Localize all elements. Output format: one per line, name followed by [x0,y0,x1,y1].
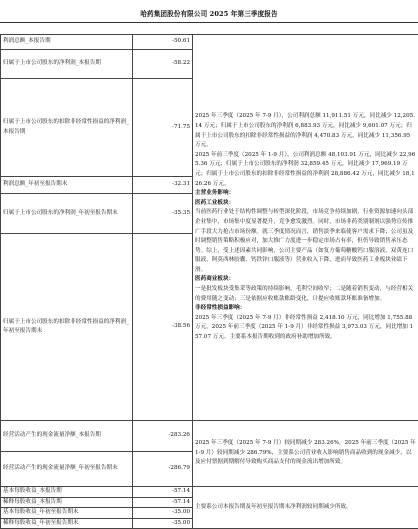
row-value: -286.79 [133,452,193,487]
explanation-heading: 非经常性损益影响： [195,304,416,314]
row-label: 基本每股收益_年初至报告期末 [1,508,133,519]
row-label: 稀释每股收益_本报告期 [1,497,133,508]
row-label: 归属于上市公司股东的扣除非经常性损益的净利润_本报告期 [1,79,133,177]
row-value: -35.35 [133,194,193,234]
row-label: 稀释每股收益_年初至报告期末 [1,518,133,529]
row-label: 归属于上市公司股东的净利润_年初至报告期末 [1,194,133,234]
cashflow-explanation: 2025 年三季度（2025 年 7-9 月）较同期减少 283.26%，2025 年前三季度（2025 年 1-9 月）较同期减少 286.79%，主要系公司营业收入影响销售商品收到的现金减少，以及应付票据到期解付导致购买商品支付的现金流出增加所致。 [193,421,418,487]
row-label: 经营活动产生的现金流量净额_年初至报告期末 [1,452,133,487]
row-label: 经营活动产生的现金流量净额_本报告期 [1,421,133,452]
row-value: -35.00 [133,508,193,519]
row-value: -50.61 [133,35,193,50]
row-value: -32.31 [133,177,193,194]
document-header: 哈药集团股份有限公司 2025 年第三季度报告 [0,8,418,18]
table-row [1,35,418,50]
row-value: -35.00 [133,518,193,529]
eps-explanation: 主要系公司本报告期及年初至报告期末净利润较同期减少所致。 [193,487,418,529]
row-label: 归属于上市公司股东的扣除非经常性损益的净利润_年初至报告期末 [1,234,133,421]
explanation-paragraph: 2025 年前三季度（2025 年 1-9 月），公司利润总额 48,103.91 万元，同比减少 22,965.36 万元；归属于上市公司股东的净利润 32,859.45 万元，同比减少 17,969.19 万元；归属于上市公司股东的扣除非经常性损益的净利润 28,886.42 万元，同比减少 18,126.26 万元。 [195,151,416,189]
row-value: -38.56 [133,234,193,421]
row-value: -58.22 [133,50,193,79]
profit-explanation [195,112,416,342]
row-value: -57.14 [133,497,193,508]
profit-explanation-cell [193,35,418,421]
table-row [1,487,418,498]
row-value: -57.14 [133,487,193,498]
row-value: -283.26 [133,421,193,452]
row-label: 归属于上市公司股东的净利润_本报告期 [1,50,133,79]
metrics-change-table [0,34,418,529]
explanation-paragraph: 当前医药行业处于结构性调整与转型深化阶段，市场竞争持续加剧，行业资源加速向头部企业集中，市场集中度显著提升，竞争愈发激烈。同时，市场非药类别制剂以强势宣传推广手段大力抢占市场份额。就三季度情况而言，销售淡季来临使客户需求下降；公司虽及时调整销售策略积极应对，加大推广力度进一步稳定市场占有率，但仍导致销售承压态势。综上，受上述因素共同影响，公司主要产品（如复方葡萄糖酸钙口服溶液、双黄连口服液、阿莫西林胶囊、钙铁锌口服液等）营业收入下降，进而导致医药工业板块业绩下滑。 [195,208,416,275]
explanation-paragraph: 一是批发板块受集采等政策的持续影响，毛利空间收窄；二是随着销售变动，与经营相关的费用随之变动；三是依据应收账款账龄变化，计提应收账款坏账准备增加。 [195,285,416,304]
row-label: 利润总额_年初至报告期末 [1,177,133,194]
explanation-heading: 主营业务影响： [195,189,416,199]
explanation-paragraph: 2025 年三季度（2025 年 7-9 月）非经常性损益 2,418.10 万元，同比增加 1,755.88 万元。2025 年前三季度（2025 年 1-9 月）非经常性损益 3,973.03 万元，同比增加 157.07 万元。主要系本报告期收到的政府补助增加所致。 [195,314,416,343]
explanation-heading: 医药工业板块： [195,199,416,209]
explanation-heading: 医药商业板块： [195,275,416,285]
explanation-paragraph: 2025 年三季度（2025 年 7-9 月），公司利润总额 11,911.51 万元，同比减少 12,205.14 万元；归属于上市公司股东的净利润 6,883.93 万元，同比减少 9,601.07 万元；归属于上市公司股东的扣除非经常性损益的净利润 4,470.83 万元，同比减少 11,356.95 万元。 [195,112,416,150]
row-label: 利润总额_本报告期 [1,35,133,50]
table-row [1,421,418,452]
row-value: -71.75 [133,79,193,177]
header-divider [0,22,418,23]
row-label: 基本每股收益_本报告期 [1,487,133,498]
